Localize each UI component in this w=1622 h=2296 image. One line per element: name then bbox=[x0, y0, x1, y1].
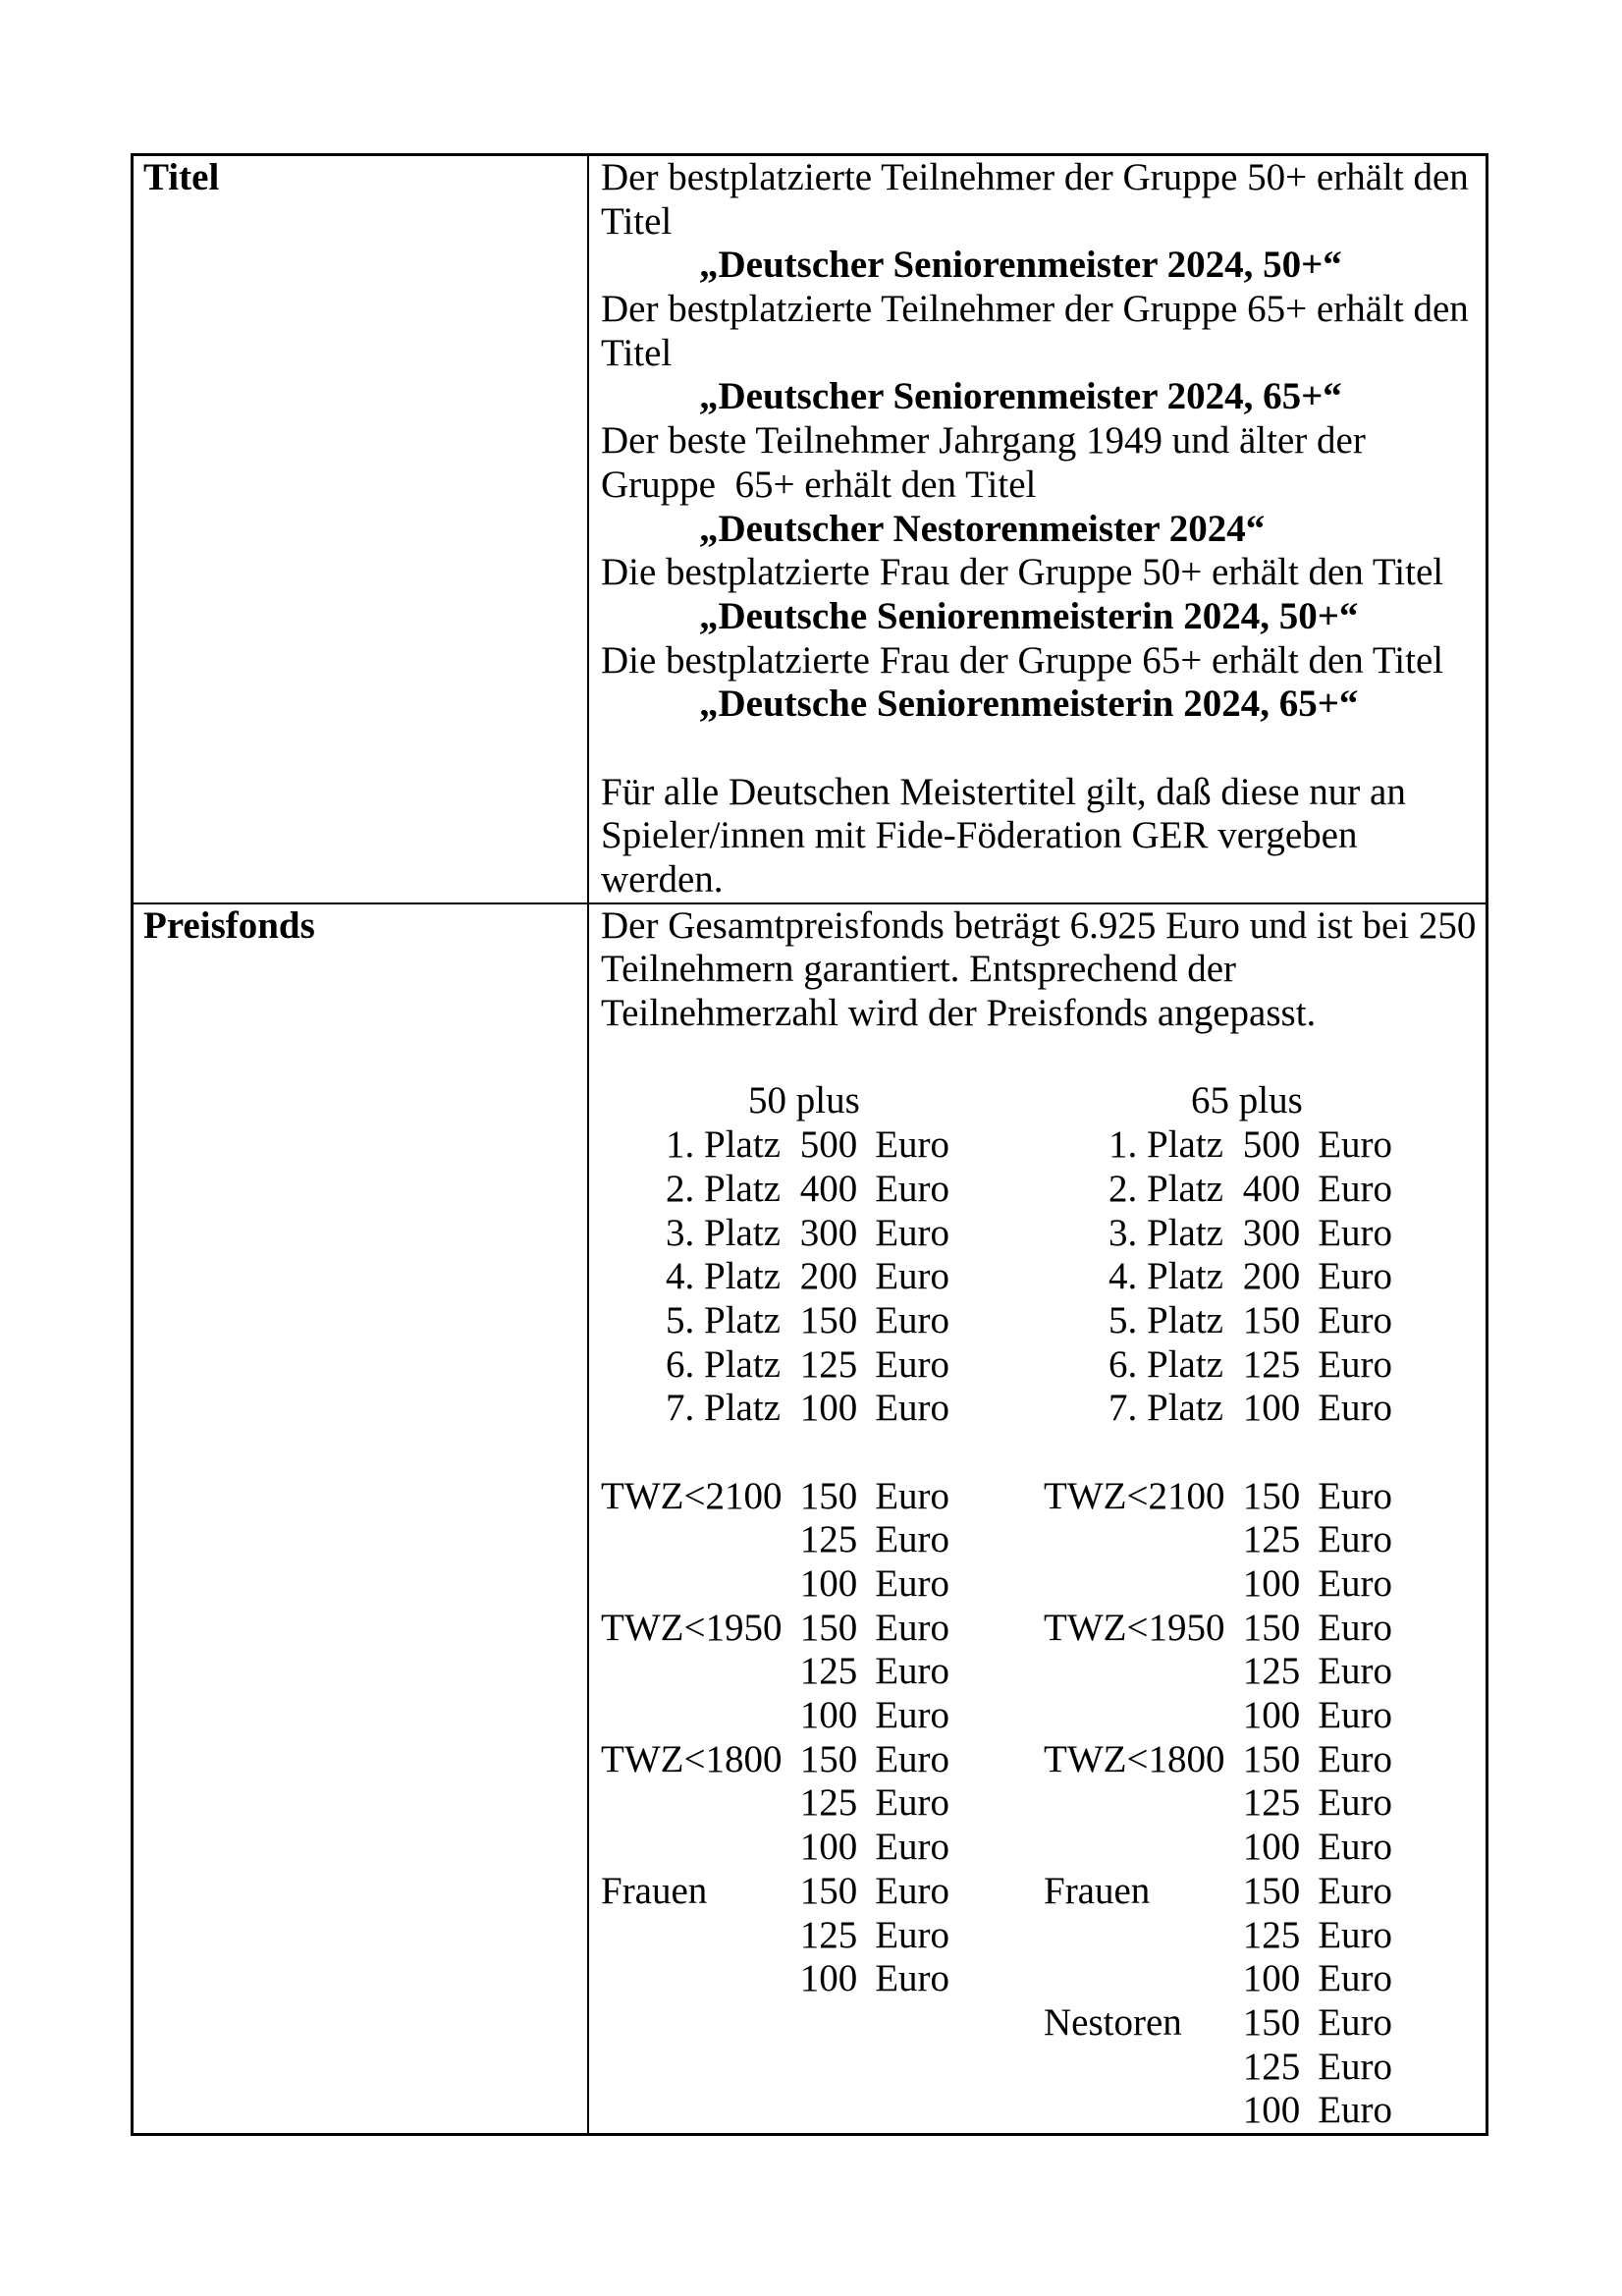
prize-amount: 100 bbox=[799, 1957, 858, 2000]
prize-currency: Euro bbox=[1318, 1957, 1392, 2000]
prize-fund-table bbox=[601, 1079, 1486, 2133]
prize-rows-50plus bbox=[601, 1123, 949, 2001]
prize-label bbox=[1044, 1826, 1242, 1870]
prize-row bbox=[601, 1387, 949, 1431]
text-line bbox=[601, 727, 1486, 771]
prize-column-65plus bbox=[1044, 1079, 1392, 2133]
prize-currency: Euro bbox=[1318, 1826, 1392, 1869]
prize-label: TWZ<1950 bbox=[1044, 1606, 1225, 1649]
prize-row bbox=[1044, 1607, 1392, 1651]
text-line: Die bestplatzierte Frau der Gruppe 65+ erhält den Titel bbox=[601, 638, 1444, 682]
prize-amount: 150 bbox=[1242, 1869, 1301, 1912]
prize-amount: 125 bbox=[1242, 1913, 1301, 1956]
prize-currency: Euro bbox=[1318, 1737, 1392, 1780]
text-line: Teilnehmern garantiert. Entsprechend der bbox=[601, 948, 1236, 991]
prize-label: 2. Platz bbox=[1108, 1167, 1223, 1210]
text-line: Gruppe 65+ erhält den Titel bbox=[601, 463, 1037, 506]
prize-label bbox=[601, 1914, 799, 1958]
prize-label: 4. Platz bbox=[1108, 1255, 1223, 1298]
prize-row bbox=[1044, 1212, 1392, 1256]
prize-amount: 125 bbox=[1242, 1342, 1301, 1386]
text-line: Für alle Deutschen Meistertitel gilt, daß diese nur an bbox=[601, 770, 1406, 813]
prize-label: TWZ<2100 bbox=[1044, 1474, 1225, 1517]
prize-row bbox=[1044, 1738, 1392, 1782]
prize-label: 3. Platz bbox=[666, 1211, 781, 1254]
text-line: werden. bbox=[601, 858, 724, 901]
prize-amount: 125 bbox=[1242, 1781, 1301, 1825]
prize-amount bbox=[1250, 1431, 1311, 1475]
prize-amount: 500 bbox=[799, 1123, 858, 1167]
prize-label: Frauen bbox=[601, 1869, 708, 1912]
prize-label: 6. Platz bbox=[1108, 1342, 1223, 1386]
text-line: „Deutsche Seniorenmeisterin 2024, 65+“ bbox=[699, 683, 1359, 726]
text-line: „Deutscher Seniorenmeister 2024, 65+“ bbox=[699, 375, 1342, 418]
prize-currency: Euro bbox=[1318, 1606, 1392, 1649]
prize-row bbox=[601, 1694, 949, 1738]
prize-row bbox=[601, 1607, 949, 1651]
text-line bbox=[601, 1036, 1486, 1080]
prize-amount: 150 bbox=[1242, 2000, 1301, 2044]
prize-currency: Euro bbox=[1318, 1781, 1392, 1825]
prize-currency: Euro bbox=[1318, 2000, 1392, 2044]
prize-label bbox=[601, 1957, 799, 2001]
prize-amount: 125 bbox=[799, 1913, 858, 1956]
prize-currency: Euro bbox=[1318, 1298, 1392, 1341]
text-line: Teilnehmerzahl wird der Preisfonds angepasst. bbox=[601, 992, 1317, 1035]
prize-row bbox=[601, 1343, 949, 1388]
text-line: „Deutscher Seniorenmeister 2024, 50+“ bbox=[699, 244, 1342, 287]
prize-column-header-50plus: 50 plus bbox=[748, 1079, 860, 1122]
prize-amount: 125 bbox=[1242, 2045, 1301, 2088]
table-row-preisfonds bbox=[134, 902, 1486, 2133]
prize-label: Frauen bbox=[1044, 1869, 1151, 1912]
prize-label bbox=[1044, 2089, 1242, 2133]
prize-row bbox=[1044, 1957, 1392, 2001]
prize-amount: 125 bbox=[799, 1650, 858, 1693]
prize-column-header-65plus: 65 plus bbox=[1191, 1079, 1303, 1122]
prize-amount: 150 bbox=[799, 1474, 858, 1517]
prize-label bbox=[1044, 1518, 1242, 1562]
prize-row bbox=[1044, 2001, 1392, 2046]
prize-amount: 150 bbox=[799, 1869, 858, 1912]
prize-label bbox=[1044, 1694, 1242, 1738]
prize-amount: 150 bbox=[1242, 1474, 1301, 1517]
prize-label: 4. Platz bbox=[666, 1255, 781, 1298]
prize-row bbox=[1044, 1826, 1392, 1870]
prize-row bbox=[601, 1212, 949, 1256]
prize-currency: Euro bbox=[875, 1518, 949, 1561]
prize-currency: Euro bbox=[1318, 1255, 1392, 1298]
prize-label: TWZ<2100 bbox=[601, 1474, 783, 1517]
prize-row bbox=[1044, 1299, 1392, 1343]
content-table bbox=[131, 153, 1488, 2136]
prize-amount: 125 bbox=[799, 1342, 858, 1386]
prize-rows-65plus bbox=[1044, 1123, 1392, 2133]
prize-amount: 300 bbox=[1242, 1211, 1301, 1254]
text-line: Der bestplatzierte Teilnehmer der Gruppe 50+ erhält den bbox=[601, 156, 1469, 198]
prize-currency: Euro bbox=[875, 1606, 949, 1649]
prize-currency: Euro bbox=[1318, 2045, 1392, 2088]
prize-row bbox=[1044, 1650, 1392, 1694]
prize-label bbox=[1044, 1650, 1242, 1694]
prize-label: TWZ<1950 bbox=[601, 1606, 783, 1649]
prize-row bbox=[601, 1870, 949, 1914]
prize-label bbox=[601, 1431, 807, 1475]
prize-amount: 400 bbox=[799, 1167, 858, 1210]
prize-row bbox=[1044, 1694, 1392, 1738]
text-line: Der Gesamtpreisfonds beträgt 6.925 Euro und ist bei 250 bbox=[601, 903, 1477, 947]
prize-currency: Euro bbox=[875, 1650, 949, 1693]
prize-currency: Euro bbox=[875, 1869, 949, 1912]
prize-row bbox=[1044, 2046, 1392, 2090]
prize-currency: Euro bbox=[875, 1342, 949, 1386]
prize-amount: 100 bbox=[1242, 2089, 1301, 2132]
prize-row bbox=[1044, 1562, 1392, 1607]
prize-row bbox=[1044, 1123, 1392, 1168]
prize-row bbox=[1044, 1914, 1392, 1958]
prize-label: 7. Platz bbox=[1108, 1387, 1223, 1430]
prize-amount: 125 bbox=[799, 1518, 858, 1561]
prize-label: 5. Platz bbox=[666, 1298, 781, 1341]
prize-amount: 100 bbox=[799, 1826, 858, 1869]
prize-amount bbox=[807, 1431, 868, 1475]
text-line: „Deutscher Nestorenmeister 2024“ bbox=[699, 507, 1266, 550]
prize-currency: Euro bbox=[875, 1781, 949, 1825]
prize-amount: 100 bbox=[799, 1694, 858, 1737]
prize-currency: Euro bbox=[875, 1387, 949, 1430]
prize-label bbox=[1044, 1562, 1242, 1607]
prize-amount: 100 bbox=[799, 1387, 858, 1430]
prize-amount: 200 bbox=[799, 1255, 858, 1298]
prize-currency: Euro bbox=[875, 1826, 949, 1869]
prize-currency: Euro bbox=[1318, 1650, 1392, 1693]
table-row-titel bbox=[134, 156, 1486, 902]
prize-currency: Euro bbox=[875, 1123, 949, 1167]
prize-currency: Euro bbox=[1318, 2089, 1392, 2132]
prize-label bbox=[601, 1518, 799, 1562]
prize-amount: 100 bbox=[1242, 1387, 1301, 1430]
prize-amount: 100 bbox=[1242, 1694, 1301, 1737]
prize-label bbox=[601, 1781, 799, 1826]
prize-currency: Euro bbox=[875, 1298, 949, 1341]
prize-label: 2. Platz bbox=[666, 1167, 781, 1210]
prize-row bbox=[1044, 1431, 1392, 1475]
prize-currency: Euro bbox=[875, 1474, 949, 1517]
prize-row bbox=[1044, 1387, 1392, 1431]
prize-row bbox=[1044, 1475, 1392, 1519]
row-content-titel bbox=[587, 156, 1486, 902]
prize-label bbox=[601, 1650, 799, 1694]
prize-currency: Euro bbox=[1318, 1913, 1392, 1956]
prize-label: 6. Platz bbox=[666, 1342, 781, 1386]
prize-label: 1. Platz bbox=[1108, 1123, 1223, 1167]
prize-label: TWZ<1800 bbox=[1044, 1737, 1225, 1780]
prize-currency: Euro bbox=[875, 1957, 949, 2000]
text-line: „Deutsche Seniorenmeisterin 2024, 50+“ bbox=[699, 594, 1359, 637]
prize-column-50plus bbox=[601, 1079, 949, 2133]
prize-currency: Euro bbox=[875, 1694, 949, 1737]
text-line: Der beste Teilnehmer Jahrgang 1949 und älter der bbox=[601, 419, 1366, 463]
prize-amount: 400 bbox=[1242, 1167, 1301, 1210]
prize-currency: Euro bbox=[875, 1167, 949, 1210]
prize-row bbox=[601, 1123, 949, 1168]
text-line: Der bestplatzierte Teilnehmer der Gruppe 65+ erhält den bbox=[601, 288, 1469, 331]
prize-amount: 125 bbox=[1242, 1518, 1301, 1561]
prize-currency: Euro bbox=[875, 1913, 949, 1956]
prize-label bbox=[1044, 2046, 1242, 2090]
prize-row bbox=[1044, 1870, 1392, 1914]
prize-amount: 150 bbox=[799, 1606, 858, 1649]
prize-row bbox=[1044, 1781, 1392, 1826]
prize-row bbox=[601, 1475, 949, 1519]
prize-currency: Euro bbox=[1318, 1518, 1392, 1561]
prize-currency: Euro bbox=[875, 1255, 949, 1298]
prize-amount: 150 bbox=[1242, 1298, 1301, 1341]
prize-amount: 100 bbox=[1242, 1957, 1301, 2000]
prize-row bbox=[601, 1518, 949, 1562]
prize-row bbox=[1044, 1255, 1392, 1299]
text-line: Die bestplatzierte Frau der Gruppe 50+ erhält den Titel bbox=[601, 551, 1444, 594]
prize-amount: 125 bbox=[1242, 1650, 1301, 1693]
prize-row bbox=[601, 1299, 949, 1343]
prize-row bbox=[601, 1914, 949, 1958]
prize-row bbox=[601, 1650, 949, 1694]
prize-label bbox=[601, 1826, 799, 1870]
prize-amount: 150 bbox=[799, 1737, 858, 1780]
prize-amount: 300 bbox=[799, 1211, 858, 1254]
prize-label bbox=[1044, 1431, 1250, 1475]
prize-label bbox=[1044, 1781, 1242, 1826]
prize-currency: Euro bbox=[1318, 1869, 1392, 1912]
prize-label: 5. Platz bbox=[1108, 1298, 1223, 1341]
prize-row bbox=[1044, 2089, 1392, 2133]
prize-amount: 150 bbox=[1242, 1737, 1301, 1780]
prize-amount: 200 bbox=[1242, 1255, 1301, 1298]
row-content-preisfonds bbox=[587, 904, 1486, 2133]
prize-currency: Euro bbox=[1318, 1342, 1392, 1386]
prize-currency: Euro bbox=[1318, 1387, 1392, 1430]
prize-amount: 100 bbox=[799, 1562, 858, 1605]
prize-label: Nestoren bbox=[1044, 2000, 1182, 2044]
prize-currency: Euro bbox=[1318, 1562, 1392, 1605]
prize-currency: Euro bbox=[1318, 1694, 1392, 1737]
prize-amount: 150 bbox=[1242, 1606, 1301, 1649]
prize-row bbox=[601, 1826, 949, 1870]
prize-row bbox=[1044, 1343, 1392, 1388]
prize-label bbox=[1044, 1914, 1242, 1958]
prize-row bbox=[601, 1738, 949, 1782]
prize-row bbox=[601, 1255, 949, 1299]
prize-row bbox=[601, 1957, 949, 2001]
prize-amount: 150 bbox=[799, 1298, 858, 1341]
prize-amount: 500 bbox=[1242, 1123, 1301, 1167]
prize-label bbox=[1044, 1957, 1242, 2001]
prize-currency: Euro bbox=[1318, 1211, 1392, 1254]
prize-row bbox=[601, 1562, 949, 1607]
text-line: Titel bbox=[601, 331, 673, 374]
prize-label: 1. Platz bbox=[666, 1123, 781, 1167]
prize-currency: Euro bbox=[1318, 1167, 1392, 1210]
prize-row bbox=[1044, 1518, 1392, 1562]
row-label-titel: Titel bbox=[143, 156, 220, 198]
text-line: Titel bbox=[601, 199, 673, 243]
prize-amount: 100 bbox=[1242, 1562, 1301, 1605]
text-line: Spieler/innen mit Fide-Föderation GER vergeben bbox=[601, 814, 1358, 857]
prize-currency: Euro bbox=[875, 1211, 949, 1254]
prize-row bbox=[601, 1168, 949, 1212]
prize-row bbox=[601, 1431, 949, 1475]
prize-currency: Euro bbox=[1318, 1474, 1392, 1517]
prize-amount: 100 bbox=[1242, 1826, 1301, 1869]
prize-label bbox=[601, 1694, 799, 1738]
row-label-preisfonds: Preisfonds bbox=[143, 903, 315, 947]
prize-label bbox=[601, 1562, 799, 1607]
prize-currency: Euro bbox=[1318, 1123, 1392, 1167]
prize-currency: Euro bbox=[875, 1562, 949, 1605]
prize-label: 7. Platz bbox=[666, 1387, 781, 1430]
prize-currency: Euro bbox=[875, 1737, 949, 1780]
prize-label: 3. Platz bbox=[1108, 1211, 1223, 1254]
preisfonds-intro bbox=[601, 904, 1486, 1080]
prize-label: TWZ<1800 bbox=[601, 1737, 783, 1780]
prize-row bbox=[601, 1781, 949, 1826]
prize-row bbox=[1044, 1168, 1392, 1212]
prize-amount: 125 bbox=[799, 1781, 858, 1825]
